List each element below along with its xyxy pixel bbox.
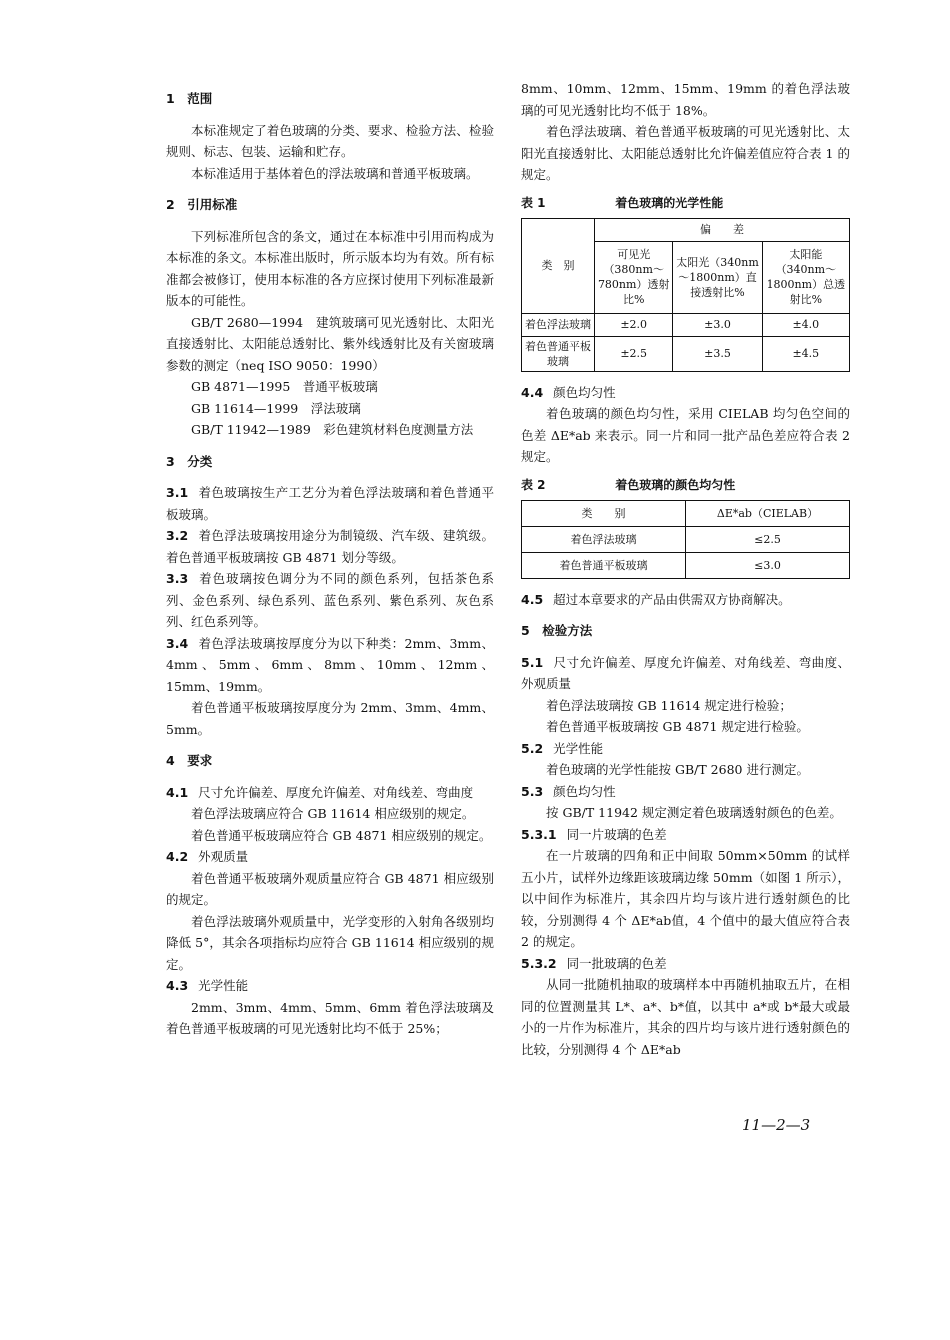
s1-para-2: 本标准适用于基体着色的浮法玻璃和普通平板玻璃。 [191, 165, 479, 181]
clause-4-2-b: 着色浮法玻璃外观质量中，光学变形的入射角各级别均降低 5°，其余各项指标均应符合 GB 11614 相应级别的规定。 [166, 913, 494, 972]
table-row [522, 526, 850, 552]
s2-ref-4: GB/T 11942—1989 彩色建筑材料色度测量方法 [191, 422, 474, 437]
table-1-row-1-v2: ±3.0 [673, 313, 762, 336]
s2-ref-1: GB/T 2680—1994 建筑玻璃可见光透射比、太阳光直接透射比、太阳能总透射比、紫外线透射比及有关窗玻璃参数的测定（neq ISO 9050：1990） [166, 314, 494, 373]
table-2-row-2-val: ≤3.0 [686, 552, 850, 578]
clause-5-3-2-a: 从同一批随机抽取的玻璃样本中再随机抽取五片，在相同的位置测量其 L*、a*、b*值，以其中 a*或 b*最大或最小的一片作为标准片，其余的四片均与该片进行透射颜色的比较，分别测得 4 个 ΔE*ab [521, 977, 850, 1057]
s1-para-1: 本标准规定了着色玻璃的分类、要求、检验方法、检验规则、标志、包装、运输和贮存。 [166, 122, 494, 159]
clause-4-4-a: 着色玻璃的颜色均匀性，采用 CIELAB 均匀色空间的色差 ΔE*ab 来表示。同一片和同一批产品色差应符合表 2 规定。 [521, 406, 850, 464]
right-column [521, 78, 850, 1060]
table-1-row-2-v1: ±2.5 [595, 336, 673, 371]
section-3-title: 3 分类 [166, 453, 213, 469]
table-1-caption [521, 194, 850, 212]
clause-5-1-a: 着色浮法玻璃按 GB 11614 规定进行检验； [546, 697, 792, 713]
section-1-title: 1 范围 [166, 91, 213, 106]
clause-4-2-a: 着色普通平板玻璃外观质量应符合 GB 4871 相应级别的规定。 [166, 870, 494, 907]
table-1 [521, 218, 850, 372]
left-column [166, 78, 494, 1040]
clause-3-1: 3.1 着色玻璃按生产工艺分为着色浮法玻璃和着色普通平板玻璃。 [166, 485, 494, 522]
table-2-row-1-val: ≤2.5 [686, 526, 850, 552]
table-2-col-type: 类 别 [522, 500, 686, 526]
page-number: 11—2—3 [742, 1116, 811, 1134]
table-2-row-2-type: 着色普通平板玻璃 [522, 552, 686, 578]
clause-5-3-1-a: 在一片玻璃的四角和正中间取 50mm×50mm 的试样五小片，试样外边缘距该玻璃边缘 50mm（如图 1 所示），以中间作为标准片，其余四片均与该片进行透射颜色的比较，分别测得 4 个 ΔE*ab值，4 个值中的最大值应符合表 2 的规定。 [521, 848, 850, 949]
clause-4-2: 4.2 外观质量 [166, 849, 249, 864]
clause-4-4: 4.4 颜色均匀性 [521, 384, 616, 400]
table-1-row-1-v3: ±4.0 [762, 313, 849, 336]
table-1-row-1-v1: ±2.0 [595, 313, 673, 336]
table-2-title: 着色玻璃的颜色均匀性 [615, 477, 736, 492]
table-2-label: 表 2 [521, 477, 546, 492]
s2-ref-2: GB 4871—1995 普通平板玻璃 [191, 379, 378, 394]
table-1-col-2: 太阳光（340nm～1800nm）直接透射比% [673, 241, 762, 313]
s2-para-1: 下列标准所包含的条文，通过在本标准中引用而构成为本标准的条文。本标准出版时，所示版本均为有效。所有标准都会被修订，使用本标准的各方应探讨使用下列标准最新版本的可能性。 [166, 228, 494, 308]
clause-5-3: 5.3 颜色均匀性 [521, 783, 616, 799]
clause-3-4-b: 着色普通平板玻璃按厚度分为 2mm、3mm、4mm、5mm。 [166, 700, 494, 737]
section-2-title: 2 引用标准 [166, 197, 238, 212]
clause-5-1-b: 着色普通平板玻璃按 GB 4871 规定进行检验。 [546, 719, 809, 734]
clause-5-3-1: 5.3.1 同一片玻璃的色差 [521, 826, 667, 842]
clause-4-3: 4.3 光学性能 [166, 978, 249, 993]
table-1-col-group: 偏 差 [595, 218, 850, 241]
table-1-row-2-v2: ±3.5 [673, 336, 762, 371]
clause-4-1: 4.1 尺寸允许偏差、厚度允许偏差、对角线差、弯曲度 [166, 784, 474, 800]
table-1-row-2-type: 着色普通平板玻璃 [522, 336, 595, 371]
table-2-row-1-type: 着色浮法玻璃 [522, 526, 686, 552]
clause-3-3: 3.3 着色玻璃按色调分为不同的颜色系列，包括茶色系列、金色系列、绿色系列、蓝色系列、紫色系列、灰色系列、红色系列等。 [166, 571, 494, 629]
table-1-title: 着色玻璃的光学性能 [615, 195, 724, 210]
clause-5-3-a: 按 GB/T 11942 规定测定着色玻璃透射颜色的色差。 [546, 805, 842, 820]
table-1-col-3: 太阳能（340nm～1800nm）总透射比% [762, 241, 849, 313]
table-1-col-1: 可见光（380nm～780nm）透射比% [595, 241, 673, 313]
table-1-row-1-type: 着色浮法玻璃 [522, 313, 595, 336]
table-1-col-type: 类 别 [522, 218, 595, 313]
table-1-row-2-v3: ±4.5 [762, 336, 849, 371]
clause-4-1-a: 着色浮法玻璃应符合 GB 11614 相应级别的规定。 [191, 806, 475, 821]
clause-4-3-a: 2mm、3mm、4mm、5mm、6mm 着色浮法玻璃及着色普通平板玻璃的可见光透射比均不低于 25%； [166, 999, 494, 1036]
clause-5-1: 5.1 尺寸允许偏差、厚度允许偏差、对角线差、弯曲度、外观质量 [521, 654, 850, 691]
clause-5-2: 5.2 光学性能 [521, 740, 604, 756]
clause-4-1-b: 着色普通平板玻璃应符合 GB 4871 相应级别的规定。 [191, 827, 492, 843]
clause-3-4: 3.4 着色浮法玻璃按厚度分为以下种类：2mm、3mm、4mm、5mm、6mm、8mm、10mm、12mm、15mm、19mm。 [166, 635, 494, 694]
table-2-col-val: ΔE*ab（CIELAB） [686, 500, 850, 526]
clause-3-2: 3.2 着色浮法玻璃按用途分为制镜级、汽车级、建筑级。着色普通平板玻璃按 GB 4871 划分等级。 [166, 528, 494, 565]
table-2-caption [521, 476, 850, 494]
section-4-title: 4 要求 [166, 753, 213, 768]
section-5-title: 5 检验方法 [521, 623, 593, 638]
table-row [522, 313, 850, 336]
deviation-para: 着色浮法玻璃、着色普通平板玻璃的可见光透射比、太阳光直接透射比、太阳能总透射比允许偏差值应符合表 1 的规定。 [521, 124, 850, 182]
clause-4-5: 4.5 超过本章要求的产品由供需双方协商解决。 [521, 591, 791, 607]
s2-ref-3: GB 11614—1999 浮法玻璃 [191, 400, 361, 416]
table-1-label: 表 1 [521, 195, 546, 210]
clause-5-2-a: 着色玻璃的光学性能按 GB/T 2680 进行测定。 [546, 762, 809, 777]
table-2 [521, 500, 850, 579]
continued-para: 8mm、10mm、12mm、15mm、19mm 的着色浮法玻璃的可见光透射比均不低于 18%。 [521, 81, 850, 118]
table-row [522, 552, 850, 578]
table-row [522, 336, 850, 371]
clause-5-3-2: 5.3.2 同一批玻璃的色差 [521, 955, 667, 971]
